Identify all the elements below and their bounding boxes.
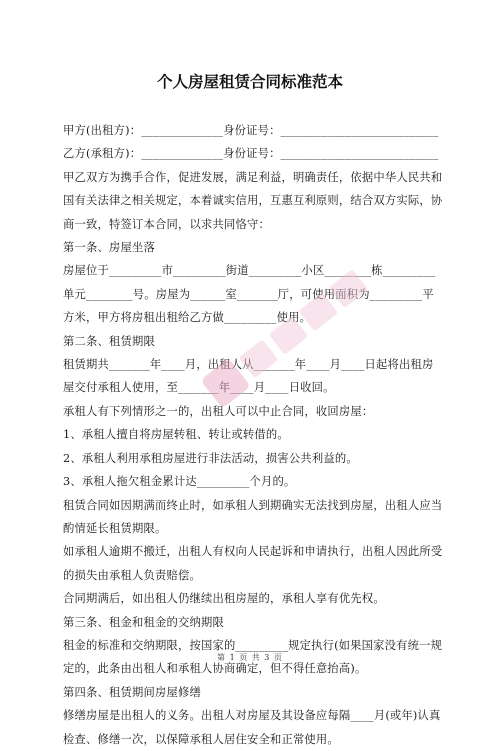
body-paragraph: 合同期满后，如出租人仍继续出租房屋的，承租人享有优先权。 bbox=[63, 592, 385, 606]
section-heading: 第四条、租赁期间房屋修缮 bbox=[63, 685, 201, 699]
body-paragraph: 租金的标准和交纳期限，按国家的_________规定执行(如果国家没有统一规定的，此条由出租人和承租人协商确定，但不得任意抬高)。 bbox=[63, 638, 443, 676]
section-heading: 第三条、租金和租金的交纳期限 bbox=[63, 615, 224, 629]
section-heading: 第一条、房屋坐落 bbox=[63, 241, 155, 255]
body-paragraph: 修缮房屋是出租人的义务。出租人对房屋及其设备应每隔____月(或年)认真检查、修缮一次，以保障承租人居住安全和正常使用。 bbox=[63, 709, 441, 746]
list-item: 2、承租人利用承租房屋进行非法活动，损害公共利益的。 bbox=[63, 451, 358, 465]
preamble-paragraph: 甲乙双方为携手合作，促进发展，满足利益，明确责任，依据中华人民共和国有关法律之相关规定，本着诚实信用，互惠互利原则，结合双方实际，协商一致，特签订本合同，以求共同恪守： bbox=[63, 170, 443, 231]
body-paragraph: 如承租人逾期不搬迁，出租人有权向人民起诉和申请执行，出租人因此所受的损失由承租人负责赔偿。 bbox=[63, 545, 443, 582]
document-title: 个人房屋租赁合同标准范本 bbox=[156, 73, 343, 91]
list-item: 3、承租人拖欠租金累计达_________个月的。 bbox=[63, 475, 296, 489]
body-paragraph: 租赁合同如因期满而终止时，如承租人到期确实无法找到房屋，出租人应当酌情延长租赁期限。 bbox=[63, 498, 443, 535]
party-a-line: 甲方(出租方)：______________身份证号：___________________________ bbox=[63, 124, 439, 137]
body-paragraph: 房屋位于_________市_________街道_________小区________栋_________单元________号。房屋为______室_______厅，可使用面积为_________平方米，甲方将房租出租给乙方做_________使用。 bbox=[63, 264, 436, 325]
body-paragraph: 承租人有下列情形之一的，出租人可以中止合同，收回房屋： bbox=[63, 404, 374, 418]
body-paragraph: 租赁期共_______年____月，出租人从_______年____月____日起将出租房屋交付承租人使用，至_______年____月____日收回。 bbox=[63, 358, 434, 395]
list-item: 1、承租人擅自将房屋转租、转让或转借的。 bbox=[63, 428, 289, 442]
page-number: 第 1 页 共 3 页 bbox=[217, 653, 283, 662]
party-b-line: 乙方(承租方)：______________身份证号：___________________________ bbox=[63, 147, 439, 161]
section-heading: 第二条、租赁期限 bbox=[63, 334, 155, 348]
